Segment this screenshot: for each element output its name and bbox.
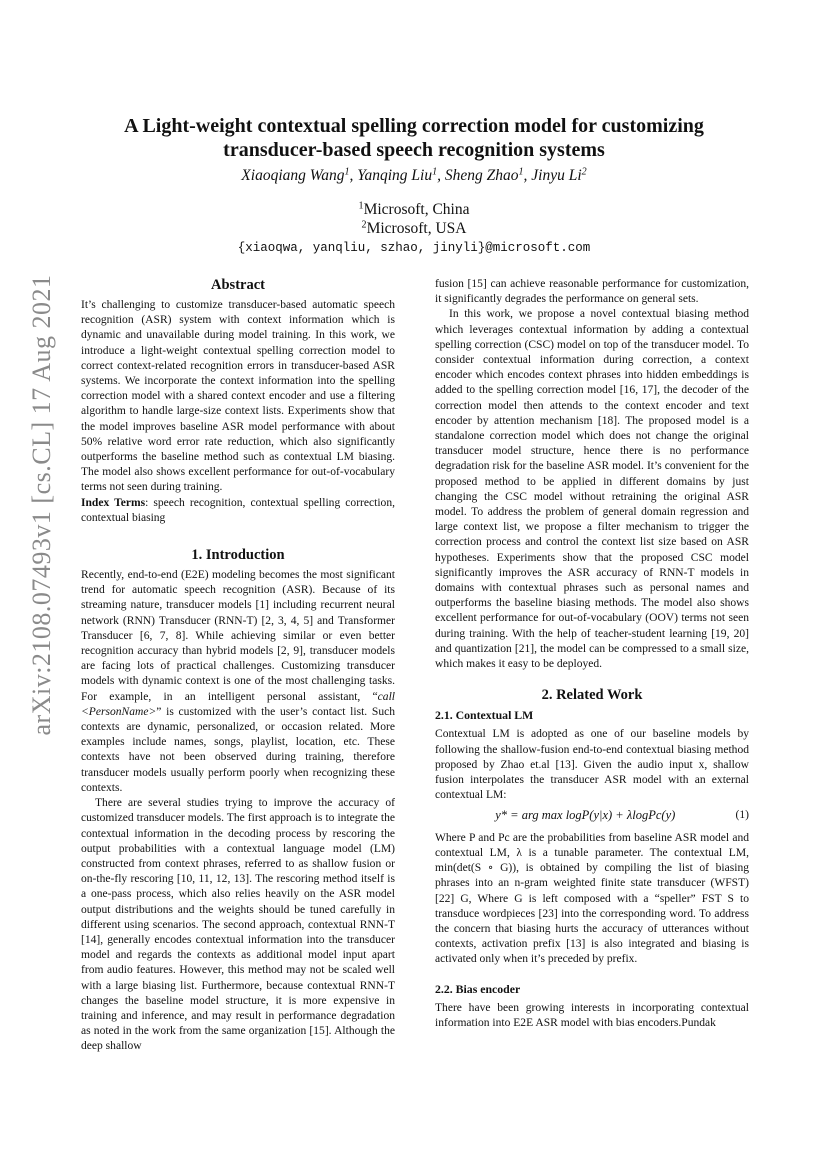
author-name: Xiaoqiang Wang [241, 167, 345, 184]
equation-number: (1) [735, 808, 749, 821]
intro-paragraph-2: There are several studies trying to improve the accuracy of customized transducer models. The first approach is to integrate the contextual information in the decoding process by rescoring the output probabilities with a contextual language model (LM) constructed from context phrases, referred to as shallow fusion or on-the-fly rescoring [10, 11, 12, 13]. The rescoring method itself is a one-pass process, which also relies heavily on the ASR model output distributions and the weights should be tuned carefully in different using scenarios. The second approach, contextual RNN-T [14], generally encodes contextual information into the transducer model and regards the contexts as additional model input apart from audio features. However, this method may not be scaled well with a large biasing list. Furthermore, because contextual RNN-T changes the baseline model structure, it is more expensive in training and inference, and may result in performance degradation as noted in the work from the same organization [15]. Although the deep shallow [81, 797, 395, 1053]
bias-encoder-paragraph-1: There have been growing interests in incorporating contextual information into E2E ASR model with bias encoders.Pundak [435, 1001, 749, 1029]
affiliation-line [90, 200, 738, 219]
abstract-heading: Abstract [211, 277, 265, 293]
author-affiliation-mark: 1 [518, 166, 524, 178]
index-terms-label: Index Terms [81, 496, 146, 509]
author-name: Sheng Zhao [444, 167, 519, 184]
author-emails: {xiaoqwa, yanqliu, szhao, jinyli}@microsoft.com [237, 241, 591, 255]
equation-body: y* = arg max logP(y|x) + λlogPc(y) [495, 807, 676, 822]
affiliation-text: Microsoft, USA [366, 220, 467, 237]
contextual-lm-paragraph-1: Contextual LM is adopted as one of our baseline models by following the shallow-fusion end-to-end contextual biasing method proposed by Zhao et.al [13]. Given the audio input x, shallow fusion interpolates the transducer ASR model with an external contextual LM: [435, 728, 749, 802]
intro-paragraph-3: In this work, we propose a novel contextual biasing method which leverages contextual information by adding a contextual spelling correction (CSC) model on top of the transducer model. To consider contextual information during correction, a context encoder which encodes context phrases into hidden embeddings is added to the spelling correction model [16, 17], the decoder of the correction model then attends to the context encoder and text encoder by attention mechanism [18]. The proposed model is a standalone correction model which does not change the original transducer model structure, hence there is no performance degradation risk for the baseline ASR model. It’s convenient for the proposed method to be applied in different domains by just changing the CSC model without retraining the original ASR model. To address the problem of general domain regression and large context list, we propose a filter mechanism to trigger the correction process and control the context list size based on ASR hypotheses. Experiments show that the proposed CSC model significantly improves the ASR accuracy of RNN-T models in domains with contextual phrases such as personal names and outperforms the baseline biasing methods. The model also shows excellent performance for out-of-vocabulary (OOV) terms not seen during training. With the help of teacher-student learning [19, 20] and quantization [21], the model can be compressed to a small size, which makes it easy to be deployed. [435, 308, 749, 671]
author-affiliation-mark: 1 [344, 166, 350, 178]
title-line-2: transducer-based speech recognition systems [223, 139, 605, 161]
abstract-text: It’s challenging to customize transducer-based automatic speech recognition (ASR) system with context information which is dynamic and unavailable during model training. In this work, we introduce a light-weight contextual spelling correction model to correct context-related recognition errors in transducer-based ASR systems. We incorporate the context information into the spelling correction model with a shared context encoder and use a filtering algorithm to handle large-size context lists. Experiments show that the model improves baseline ASR model performance with about 50% relative word error rate reduction, which also significantly outperforms the baseline method such as contextual LM biasing. The model also shows excellent performance for out-of-vocabulary terms not seen during training. [81, 299, 395, 494]
author-name: Yanqing Liu [357, 167, 433, 184]
intro-paragraph-1 [81, 568, 395, 796]
section-heading-related-work: 2. Related Work [541, 687, 643, 704]
equation-1 [435, 808, 749, 823]
arxiv-id: arXiv:2108.07493v1 [cs.CL] 17 Aug 2021 [27, 274, 56, 736]
title-line-1: A Light-weight contextual spelling correction model for customizing [124, 115, 704, 137]
affiliation-text: Microsoft, China [363, 201, 470, 218]
arxiv-sidebar-stamp [24, 274, 60, 736]
index-terms [81, 496, 395, 526]
section-heading-introduction: 1. Introduction [191, 547, 285, 564]
left-column [81, 276, 395, 1055]
subsection-heading-bias-encoder: 2.2. Bias encoder [435, 981, 521, 996]
contextual-lm-paragraph-2: Where P and Pc are the probabilities from baseline ASR model and contextual LM, λ is a tunable parameter. The contextual LM, min(det(S ∘ G)), is obtained by compiling the list of biasing phrases into an n-gram weighted finite state transducer (WFST) [22] G, Where G is left composed with a “speller” FST S to transduce wordpieces [23] into the corresponding word. To address the concern that biasing hurts the accuracy of utterances without contexts, activation prefix [13] is also integrated and biasing is activated only when it’s preceded by prefix. [435, 831, 749, 966]
author-name: Jinyu Li [531, 167, 582, 184]
author-affiliation-mark: 1 [432, 166, 438, 178]
right-column [435, 277, 749, 1031]
affiliation-line [90, 219, 738, 238]
intro-paragraph-1-text: Recently, end-to-end (E2E) modeling becomes the most significant trend for automatic speech recognition (ASR). Because of its streaming nature, transducer models [1] including recurrent neural network (RNN) Transducer (RNN-T) [2, 3, 4, 5] and Transformer Transducer [6, 7, 8]. While achieving similar or even better recognition accuracy than hybrid models [2, 9], transducer models are facing lots of practical challenges. Customizing transducer models with dynamic context is one of the most challenging tasks. For example, in an intelligent personal assistant, “ [81, 569, 395, 703]
paper-title [90, 114, 738, 162]
call-personname-example: call <PersonName> [81, 690, 395, 718]
intro-paragraph-2-continued: fusion [15] can achieve reasonable performance for customization, it significantly degrades the performance on general sets. [435, 278, 749, 306]
affiliation-number: 1 [358, 200, 364, 212]
author-affiliation-mark: 2 [581, 166, 587, 178]
intro-paragraph-1-text-cont: ” is customized with the user’s contact list. Such contexts are dynamic, personalized, or occasion related. More examples include names, songs, playlist, location, etc. These contexts have not been observed during training, therefore transducer models usually perform poorly when recognizing these contexts. [81, 705, 395, 794]
affiliation-number: 2 [361, 219, 367, 231]
author-list: Xiaoqiang Wang$^1$, Yanqing Liu$^1$, Sheng Zhao$^1$, Jinyu Li$^2$ [241, 166, 587, 184]
subsection-heading-contextual-lm: 2.1. Contextual LM [435, 708, 534, 723]
affiliations [90, 200, 738, 238]
index-terms-text: : speech recognition, contextual spelling correction, contextual biasing [81, 496, 395, 524]
